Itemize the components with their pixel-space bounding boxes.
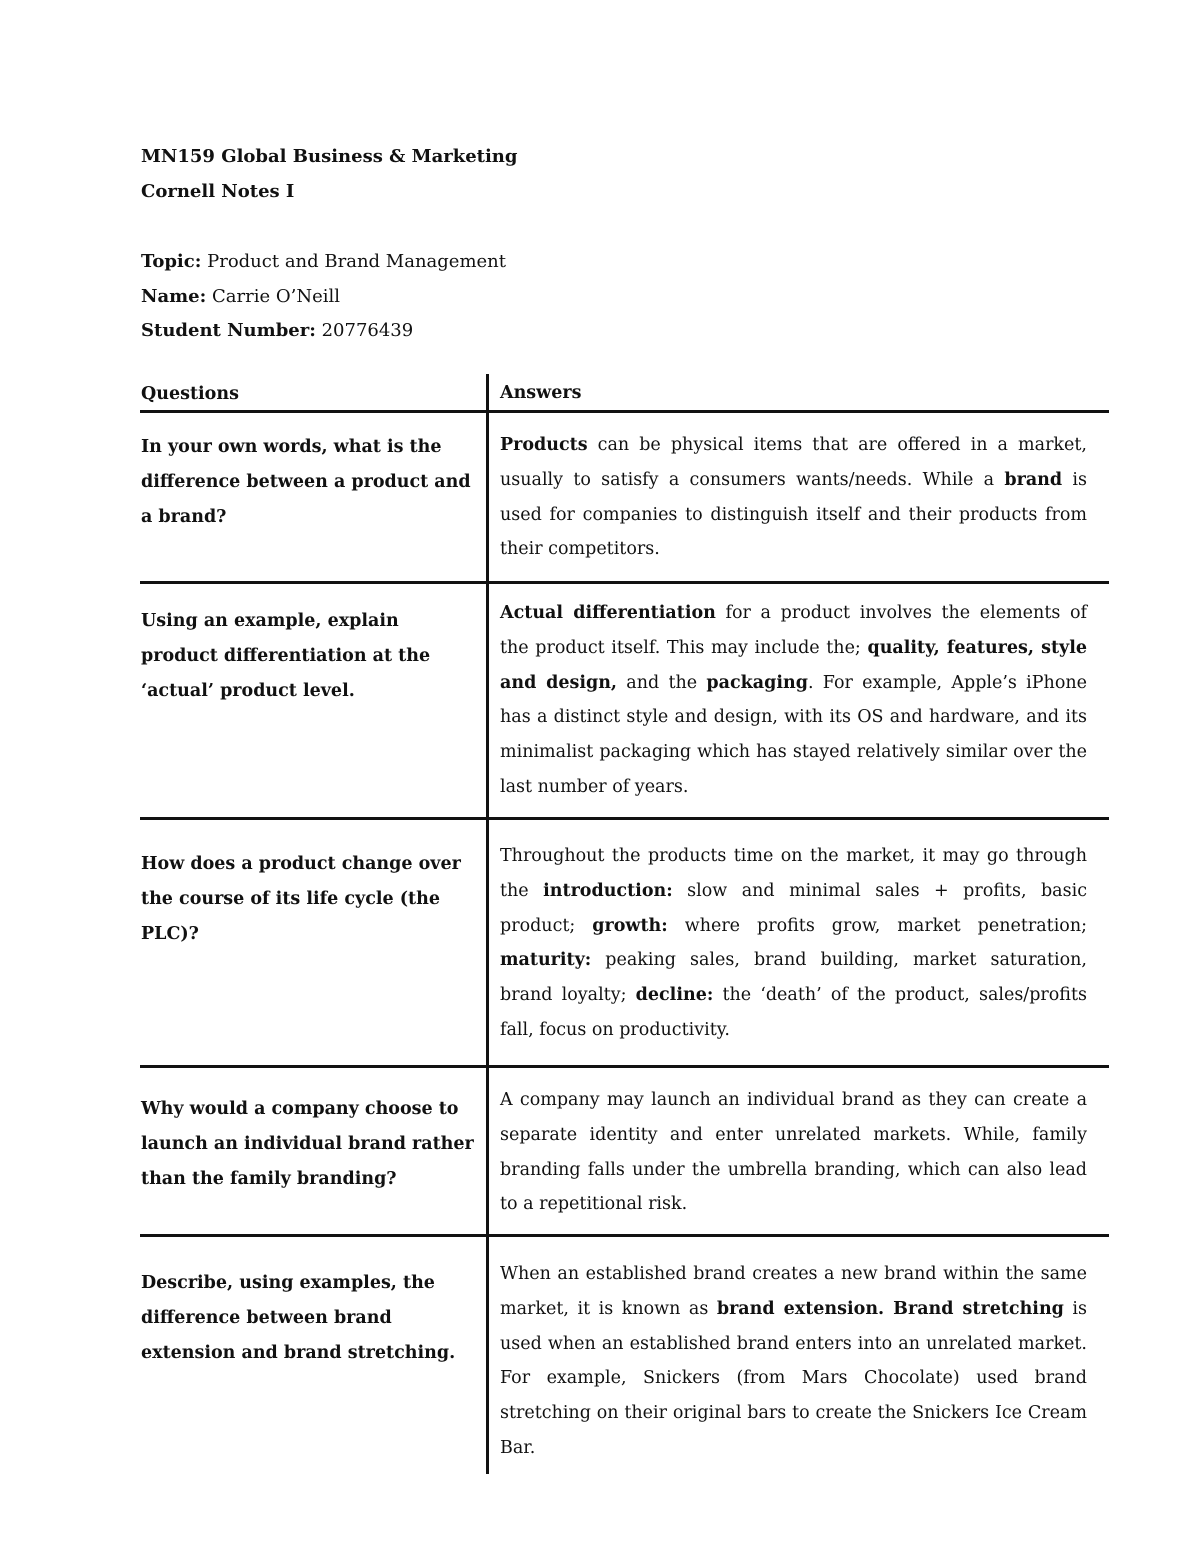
notes-title: Cornell Notes I: [141, 180, 295, 202]
bold-term: quality, features, style and design,: [500, 637, 1087, 693]
row-divider-1: [140, 581, 1109, 584]
student-number-line: [141, 314, 841, 349]
topic-line: [141, 245, 841, 280]
bold-term: maturity:: [500, 950, 592, 971]
question-4: Why would a company choose to launch an individual brand rather than the family branding?: [141, 1099, 474, 1189]
document-header: [141, 140, 841, 349]
bold-term: decline:: [635, 985, 714, 1006]
bold-term: Actual differentiation: [500, 603, 716, 623]
row-divider-2: [140, 817, 1109, 820]
bold-term: introduction:: [543, 880, 673, 901]
name-label: Name:: [141, 285, 207, 307]
column-divider: [486, 374, 489, 1474]
student-number-value: 20776439: [321, 320, 414, 341]
answer-5: When an established brand creates a new brand within the same market, it is known as brand extension. Brand stretching is used when an established brand enters into an unrelated market. For example, Snickers (from Mars Chocolate) used brand stretching on their original bars to create the Snickers Ice Cream Bar.: [500, 1264, 1088, 1458]
answer-3: Throughout the products time on the market, it may go through the introduction: slow and minimal sales + profits, basic product; growth: where profits grow, market penetration; maturity: peaking sales, brand building, market saturation, brand loyalty; decline: the ‘death’ of the product, sales/profits fall, focus on productivity.: [500, 846, 1087, 1040]
bold-term: Products: [500, 435, 588, 455]
question-3: How does a product change over the course of its life cycle (the PLC)?: [141, 854, 461, 944]
row-divider-3: [140, 1065, 1109, 1068]
bold-term: packaging: [706, 672, 808, 693]
answer-2: Actual differentiation for a product involves the elements of the product itself. This may include the; quality, features, style and design, and the packaging. For example, Apple’s iPhone has a distinct style and design, with its OS and hardware, and its minimalist packaging which has stayed relatively similar over the last number of years.: [500, 603, 1087, 797]
question-5: Describe, using examples, the difference between brand extension and brand stretching.: [141, 1273, 456, 1363]
bold-term: brand extension. Brand stretching: [716, 1298, 1064, 1319]
course-title: MN159 Global Business & Marketing: [141, 146, 518, 167]
student-number-label: Student Number:: [141, 320, 316, 341]
question-1: In your own words, what is the difference between a product and a brand?: [141, 437, 471, 527]
row-divider-4: [140, 1234, 1109, 1237]
topic-value: Product and Brand Management: [207, 251, 506, 272]
bold-term: brand: [1004, 469, 1063, 490]
name-value: Carrie O’Neill: [212, 285, 340, 307]
header-divider: [140, 410, 1109, 413]
question-2: Using an example, explain product differentiation at the ‘actual’ product level.: [141, 611, 431, 701]
bold-term: growth:: [592, 915, 668, 936]
answer-4: A company may launch an individual brand as they can create a separate identity and enter unrelated markets. While, family branding falls under the umbrella branding, which can also lead to a repetitional risk.: [500, 1090, 1087, 1215]
topic-label: Topic:: [141, 251, 202, 272]
answers-column-header: Answers: [500, 383, 582, 403]
name-line: [141, 280, 841, 315]
questions-column-header: Questions: [141, 384, 239, 404]
answer-1: Products can be physical items that are offered in a market, usually to satisfy a consumers wants/needs. While a brand is used for companies to distinguish itself and their products from their competitors.: [500, 435, 1087, 560]
